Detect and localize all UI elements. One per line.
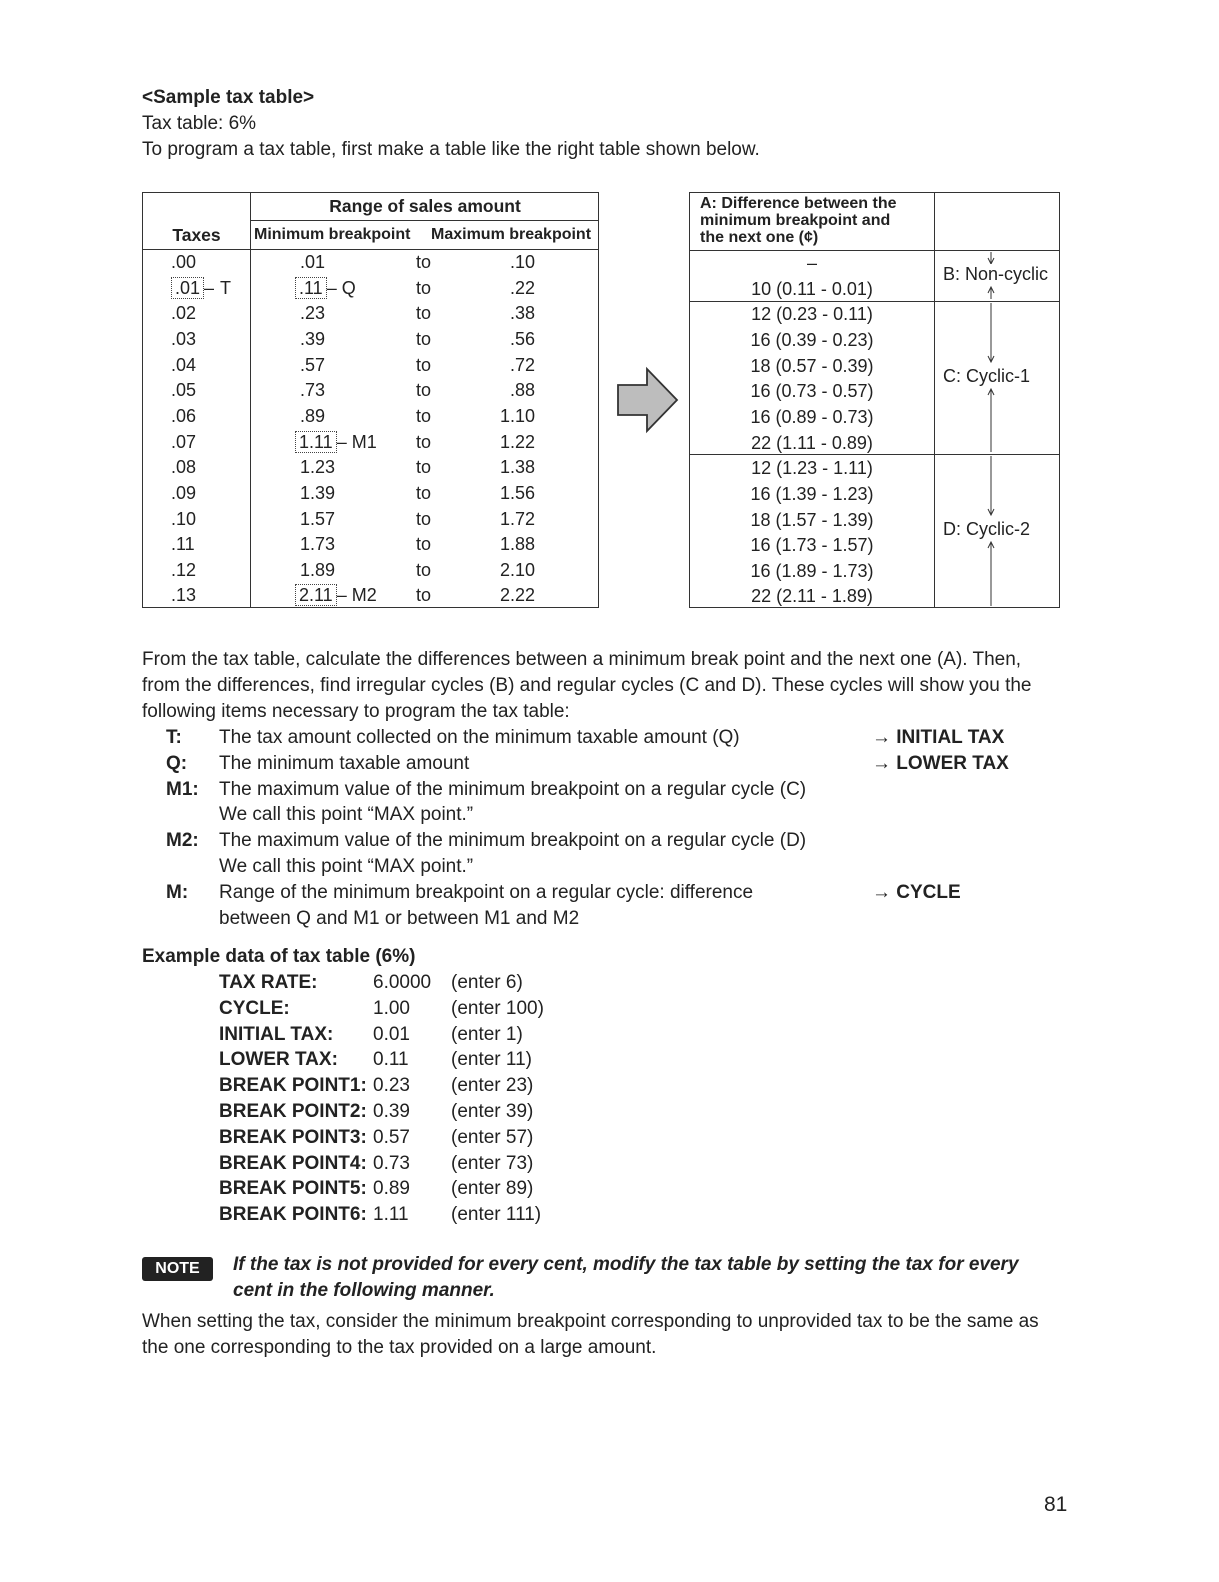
definition-key: M2: [166,830,199,852]
definition-line: The tax amount collected on the minimum taxable amount (Q) [219,727,740,748]
min-value: .73 [300,380,326,401]
difference-header-line: A: Difference between the [700,195,897,212]
definition-line: We call this point “MAX point.” [219,804,474,826]
paragraph-line: From the tax table, calculate the differences between a minimum break point and the next one (A). Then, [142,649,1022,670]
difference-cell: 16 (1.39 - 1.23) [750,483,874,504]
tax-cell: .01 – T [171,276,231,300]
to-cell: to [416,405,432,426]
paragraph-line: When setting the tax, consider the minimum breakpoint corresponding to unprovided tax to be the same as [142,1311,1039,1332]
tax-mark: T [220,277,232,298]
example-label: BREAK POINT2: [219,1101,367,1122]
col-max-header: Maximum breakpoint [431,226,592,243]
to-cell: to [416,328,432,349]
right-arrow-icon [615,366,681,434]
intro-text: To program a tax table, first make a table like the right table shown below. [142,139,760,160]
to-cell: to [416,354,432,375]
difference-table [689,192,1060,608]
min-breakpoint-cell [300,404,325,428]
paragraph-line: from the differences, find irregular cycles (B) and regular cycles (C and D). These cycles will show you the [142,675,1032,696]
example-enter: (enter 11) [451,1049,532,1071]
min-breakpoint-cell [300,353,325,377]
breakpoint-mark: Q [341,277,356,298]
min-value: 1.23 [300,457,336,478]
tax-value: .02 [171,303,197,324]
max-breakpoint-cell: 2.22 [499,585,535,606]
min-breakpoint-cell [300,558,335,582]
tax-cell [171,250,196,274]
difference-cell: 22 (2.11 - 1.89) [751,586,873,607]
min-value: 1.57 [300,508,336,529]
example-enter: (enter 1) [451,1023,523,1045]
col-taxes-header: Taxes [172,225,221,245]
difference-cell: 16 (1.73 - 1.57) [750,535,874,556]
to-cell: to [416,277,432,298]
tax-cell [171,430,196,454]
max-breakpoint-cell: .38 [509,303,535,324]
min-value: 1.39 [300,482,336,503]
example-enter: (enter 39) [451,1101,534,1122]
min-value: .39 [300,328,326,349]
difference-cell: – [806,253,817,273]
min-value: 1.73 [300,534,336,555]
definition-result: → LOWER TAX [872,752,1009,774]
tax-value: .07 [171,431,197,452]
max-breakpoint-cell: .56 [509,328,535,349]
difference-header-line: minimum breakpoint and [700,212,891,229]
max-breakpoint-cell: .10 [509,252,535,272]
max-breakpoint-cell: 1.38 [499,457,535,478]
note-badge: NOTE [142,1257,213,1281]
difference-cell: 12 (0.23 - 0.11) [751,304,873,325]
to-cell: to [416,482,432,503]
min-value: .01 [300,252,326,272]
to-cell: to [416,508,432,529]
max-breakpoint-cell: 1.56 [499,482,535,503]
example-enter: (enter 89) [451,1178,534,1200]
example-label: BREAK POINT6: [219,1204,367,1226]
example-label: INITIAL TAX: [219,1023,334,1045]
tax-value: .10 [171,508,197,529]
to-cell: to [416,303,432,324]
page-number: 81 [1044,1493,1068,1516]
tax-value: .04 [171,354,197,375]
example-value: 6.0000 [373,972,432,993]
section-heading: <Sample tax table> [142,87,315,108]
tax-cell [171,507,196,531]
tax-value: .08 [171,457,197,478]
difference-cell: 16 (0.89 - 0.73) [750,406,874,427]
example-value: 0.73 [373,1152,410,1174]
definition-line: Range of the minimum breakpoint on a regular cycle: difference [219,881,754,903]
group-d-label: D: Cyclic-2 [943,519,1031,539]
example-value: 1.11 [373,1204,409,1226]
to-cell: to [416,252,432,272]
tax-value: .01 [171,277,204,299]
tax-table-label: Tax table: 6% [142,113,257,134]
tax-cell [171,327,196,351]
max-breakpoint-cell: 1.22 [499,431,535,452]
example-value: 0.89 [373,1178,410,1200]
example-title: Example data of tax table (6%) [142,946,416,967]
difference-cell: 18 (1.57 - 1.39) [750,509,874,530]
example-label: TAX RATE: [219,972,318,993]
tax-value: .13 [171,585,197,606]
difference-cell: 18 (0.57 - 0.39) [750,355,874,376]
tax-value: .09 [171,482,197,503]
max-breakpoint-cell: 1.72 [499,508,535,529]
group-c-label: C: Cyclic-1 [943,366,1031,386]
range-header: Range of sales amount [329,196,521,216]
difference-cell: 22 (1.11 - 0.89) [751,432,873,453]
definition-line: The maximum value of the minimum breakpoint on a regular cycle (C) [219,778,807,800]
definition-key: T: [166,727,182,748]
tax-cell [171,532,195,556]
col-min-header: Minimum breakpoint [254,226,411,243]
tax-value: .06 [171,405,197,426]
tax-cell [171,301,196,325]
to-cell: to [416,457,432,478]
example-enter: (enter 100) [451,997,544,1019]
tax-cell [171,404,196,428]
example-value: 0.23 [373,1075,410,1097]
difference-cell: 16 (0.73 - 0.57) [750,381,874,402]
min-breakpoint-cell [300,532,335,556]
to-cell: to [416,431,432,452]
group-b-label: B: Non-cyclic [943,264,1049,284]
tax-value: .12 [171,559,197,580]
example-value: 0.39 [373,1101,410,1122]
tax-cell [171,378,196,402]
difference-cell: 10 (0.11 - 0.01) [751,278,873,299]
to-cell: to [416,380,432,401]
example-label: BREAK POINT4: [219,1152,367,1174]
max-breakpoint-cell: 1.10 [499,405,535,426]
note-line: cent in the following manner. [233,1280,495,1301]
min-value: 1.89 [300,559,336,580]
example-label: CYCLE: [219,997,290,1019]
example-label: BREAK POINT5: [219,1178,367,1200]
definition-line: We call this point “MAX point.” [219,856,474,877]
min-breakpoint-cell: 2.11 – M2 [295,583,377,607]
to-cell: to [416,585,432,606]
definition-line: The maximum value of the minimum breakpoint on a regular cycle (D) [219,830,807,852]
min-breakpoint-cell [300,250,325,274]
difference-cell: 12 (1.23 - 1.11) [751,458,873,479]
tax-cell [171,583,196,607]
example-enter: (enter 23) [451,1075,534,1097]
example-value: 0.11 [373,1049,409,1071]
min-breakpoint-cell: 1.11 – M1 [295,430,377,454]
definition-key: M: [166,881,189,903]
definition-result: → CYCLE [872,881,961,903]
min-value: .89 [300,405,326,426]
example-enter: (enter 111) [451,1204,542,1226]
example-enter: (enter 6) [451,972,523,993]
to-cell: to [416,534,432,555]
tax-value: .05 [171,380,197,401]
min-value: 1.11 [295,431,337,453]
example-value: 0.01 [373,1023,410,1045]
min-value: 2.11 [295,584,337,606]
min-value: .57 [300,354,326,375]
to-cell: to [416,559,432,580]
max-breakpoint-cell: .22 [509,277,535,298]
breakpoint-mark: M1 [351,431,377,452]
min-breakpoint-cell: .11 – Q [295,276,356,300]
closing-paragraph [142,1309,1039,1361]
definition-result: → INITIAL TAX [872,727,1005,748]
tax-value: .03 [171,328,197,349]
difference-header-line: the next one (¢) [700,229,819,246]
note-text [233,1252,1019,1304]
definition-key: M1: [166,778,199,800]
min-breakpoint-cell [300,455,335,479]
max-breakpoint-cell: 1.88 [499,534,535,555]
example-value: 0.57 [373,1126,410,1148]
difference-cell: 16 (1.89 - 1.73) [750,560,874,581]
tax-cell [171,481,196,505]
definition-line: The minimum taxable amount [219,752,470,774]
difference-cell: 16 (0.39 - 0.23) [750,329,874,350]
definition-line: between Q and M1 or between M1 and M2 [219,907,580,929]
paragraph-line: the one corresponding to the tax provided on a large amount. [142,1337,657,1358]
example-value: 1.00 [373,997,410,1019]
max-breakpoint-cell: .88 [509,380,535,401]
paragraph-line: following items necessary to program the tax table: [142,701,570,722]
max-breakpoint-cell: 2.10 [499,559,535,580]
difference-header [700,195,896,246]
definition-key: Q: [166,752,188,774]
min-breakpoint-cell [300,481,335,505]
explanation-paragraph [142,647,1032,725]
tax-value: .11 [171,534,195,555]
tax-table [142,192,599,608]
tax-value: .00 [171,252,197,272]
example-label: BREAK POINT3: [219,1126,367,1148]
min-breakpoint-cell [300,378,325,402]
example-enter: (enter 73) [451,1152,534,1174]
tax-cell [171,558,196,582]
min-breakpoint-cell [300,507,335,531]
min-value: .11 [295,277,327,299]
note-line: If the tax is not provided for every cent, modify the tax table by setting the tax for every [233,1254,1019,1275]
example-label: BREAK POINT1: [219,1075,367,1097]
example-enter: (enter 57) [451,1126,534,1148]
min-breakpoint-cell [300,301,325,325]
tax-cell [171,353,196,377]
max-breakpoint-cell: .72 [509,354,535,375]
min-value: .23 [300,303,326,324]
breakpoint-mark: M2 [351,585,377,606]
example-label: LOWER TAX: [219,1049,338,1071]
cycle-bracket-lines [934,250,1061,609]
tax-cell [171,455,196,479]
min-breakpoint-cell [300,327,325,351]
